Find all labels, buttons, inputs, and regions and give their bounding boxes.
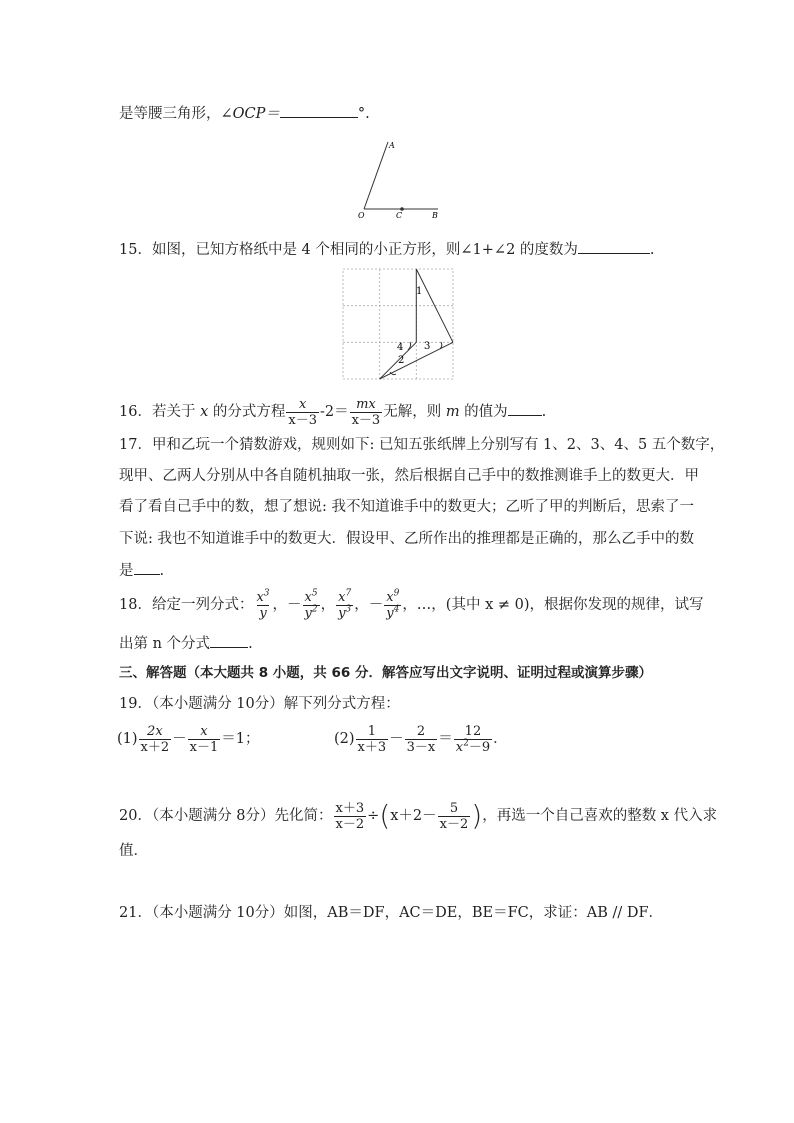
q18-line-2 [119, 633, 253, 654]
q17-line-1: 17．甲和乙玩一个猜数游戏，规则如下: 已知五张纸牌上分别写有 1、2、3、4、5 五个数字， [119, 437, 725, 453]
q16-period: . [541, 404, 547, 420]
q19-p1-f2-num: x [200, 723, 208, 739]
q19-p2-label: (2) [334, 731, 355, 747]
q18-f4-den-exp: 4 [393, 604, 400, 615]
label-c: C [396, 211, 403, 220]
q17-answer-blank[interactable] [134, 560, 160, 575]
q18-prefix: 18．给定一列分式： [119, 597, 254, 613]
q18-f2-exp: 5 [311, 588, 318, 599]
q18-answer-blank[interactable] [210, 633, 248, 648]
q16-answer-blank[interactable] [508, 401, 542, 416]
q19-p2-f1-num: 1 [367, 723, 376, 739]
q20-prefix: 20．（本小题满分 8分）先化简： [119, 808, 333, 824]
q18-f3-den-exp: 3 [345, 604, 352, 615]
q18-sep3: ，－ [354, 597, 384, 613]
q19-p1-f1-num: 2x [147, 723, 163, 739]
q16-tail: 无解，则 [383, 404, 446, 420]
q20-tail: ，再选一个自己喜欢的整数 x 代入求 [482, 808, 718, 824]
q15-grid-figure [340, 266, 456, 382]
q17-l5: 是 [119, 563, 134, 579]
q19-title: 19．（本小题满分 10分）解下列分式方程： [119, 696, 400, 712]
q20-line-2: 值． [119, 843, 148, 859]
q19-p2-f2-den: 3－x [406, 739, 436, 755]
q18-period: . [248, 636, 253, 652]
q18-f2-den: y [304, 605, 312, 621]
q16-prefix: 16．若关于 [119, 404, 201, 420]
q15-text: 15．如图，已知方格纸中是 4 个相同的小正方形，则∠1+∠2 的度数为 [119, 242, 578, 258]
q14-line [119, 103, 370, 124]
label-1: 1 [416, 286, 423, 297]
q19-p2-f3-num: 12 [464, 723, 482, 739]
q18-f1-exp: 3 [263, 588, 270, 599]
q16-frac1-num: x [298, 396, 307, 412]
q19-p1-tail: ＝1； [221, 731, 260, 747]
q19-p2-eq: ＝ [438, 731, 453, 747]
q18-f4-exp: 9 [393, 588, 400, 599]
q18-f2-den-exp: 2 [311, 604, 318, 615]
q18-f3-den: y [338, 605, 346, 621]
q18-f4-num: x [386, 589, 394, 605]
q20-div: ÷ [367, 808, 380, 824]
q19-part2 [334, 722, 508, 756]
q18-f3-num: x [338, 589, 346, 605]
q19-p2-f2-num: 2 [416, 723, 426, 739]
q15-answer-blank[interactable] [578, 239, 650, 254]
q19-p2-f1-den: x＋3 [357, 739, 387, 755]
q18-sep2: ， [320, 597, 336, 613]
q18-f2-num: x [304, 589, 312, 605]
q19-p1-minus: － [172, 731, 187, 747]
q19-p1-f1-den: x＋2 [140, 739, 170, 755]
q18-sep1: ，－ [272, 597, 302, 613]
q16-tail2: 的值为 [459, 404, 508, 420]
q14-angle: ∠OCP＝ [220, 106, 280, 122]
q20-f2-den: x－2 [439, 816, 469, 832]
q16-x: x [200, 404, 209, 420]
label-o: O [358, 211, 365, 220]
q14-text: 是等腰三角形， [119, 106, 221, 122]
q15-line [119, 239, 655, 260]
q19-p1-f2-den: x－1 [189, 739, 219, 755]
q16-frac2-den: x－3 [351, 412, 381, 428]
q18-f1-num: x [256, 589, 264, 605]
q17-line-5 [119, 560, 164, 581]
q20-f2-num: 5 [449, 800, 459, 816]
q14-period: . [365, 106, 370, 122]
q14-degree: ° [357, 106, 366, 122]
q15-period: . [649, 242, 655, 258]
section-3-heading: 三、解答题（本大题共 8 小题，共 66 分．解答应写出文字说明、证明过程或演算步骤） [119, 665, 652, 681]
q16-frac2-num: mx [356, 396, 376, 412]
q18-tail: ，…，(其中 x ≠ 0)，根据你发现的规律，试写 [402, 597, 704, 613]
q19-p1-label: (1) [117, 731, 138, 747]
q20-inner: x＋2－ [390, 808, 437, 824]
q16-line [119, 396, 546, 428]
q19-p2-minus: － [389, 731, 404, 747]
q17-line-4: 下说: 我也不知道谁手中的数更大．假设甲、乙所作出的推理都是正确的，那么乙手中的数 [119, 531, 694, 547]
q18-f4-den: y [386, 605, 394, 621]
q18-f3-exp: 7 [345, 588, 352, 599]
q20-line-1: 20．（本小题满分 8分）先化简： $\frac{x+3}{x-2}$ ÷(x＋2－ $\frac{5}{x-2}$ )，再选一个自己喜欢的整数 x 代入求 [119, 799, 718, 832]
q20-f1-den: x－2 [335, 816, 365, 832]
q14-angle-figure [350, 138, 450, 222]
q16-minus2: -2＝ [319, 404, 349, 420]
label-2: 2 [398, 355, 405, 366]
q18-f1-den: y [259, 605, 267, 621]
q17-line-3: 看了看自己手中的数，想了想说: 我不知道谁手中的数更大；乙听了甲的判断后，思索了一 [119, 499, 694, 515]
label-b: B [432, 211, 438, 220]
q16-frac1-den: x－3 [288, 412, 317, 428]
q19-p2-tail: ． [493, 731, 508, 747]
q19-part1 [117, 722, 260, 756]
q16-m: m [445, 404, 460, 420]
q20-f1-num: x＋3 [335, 800, 365, 816]
q18-l2: 出第 n 个分式 [119, 636, 211, 652]
q18-line-1 [119, 588, 704, 622]
q19-p2-f3-den-exp: 2 [463, 738, 469, 749]
q17-period: . [159, 563, 165, 579]
q19-p2-f3-den-tail: －9 [468, 739, 491, 755]
label-a: A [389, 141, 395, 150]
label-3: 3 [424, 341, 431, 352]
q16-mid: 的分式方程 [208, 404, 286, 420]
q14-answer-blank[interactable] [280, 103, 358, 118]
q21-line: 21．（本小题满分 10分）如图，AB＝DF，AC＝DE，BE＝FC，求证：AB // DF． [119, 905, 664, 921]
label-4: 4 [397, 342, 404, 353]
q17-line-2: 现甲、乙两人分别从中各自随机抽取一张，然后根据自己手中的数推测谁手上的数更大．甲 [119, 468, 699, 484]
q19-p2-f3-den: x [455, 739, 464, 755]
